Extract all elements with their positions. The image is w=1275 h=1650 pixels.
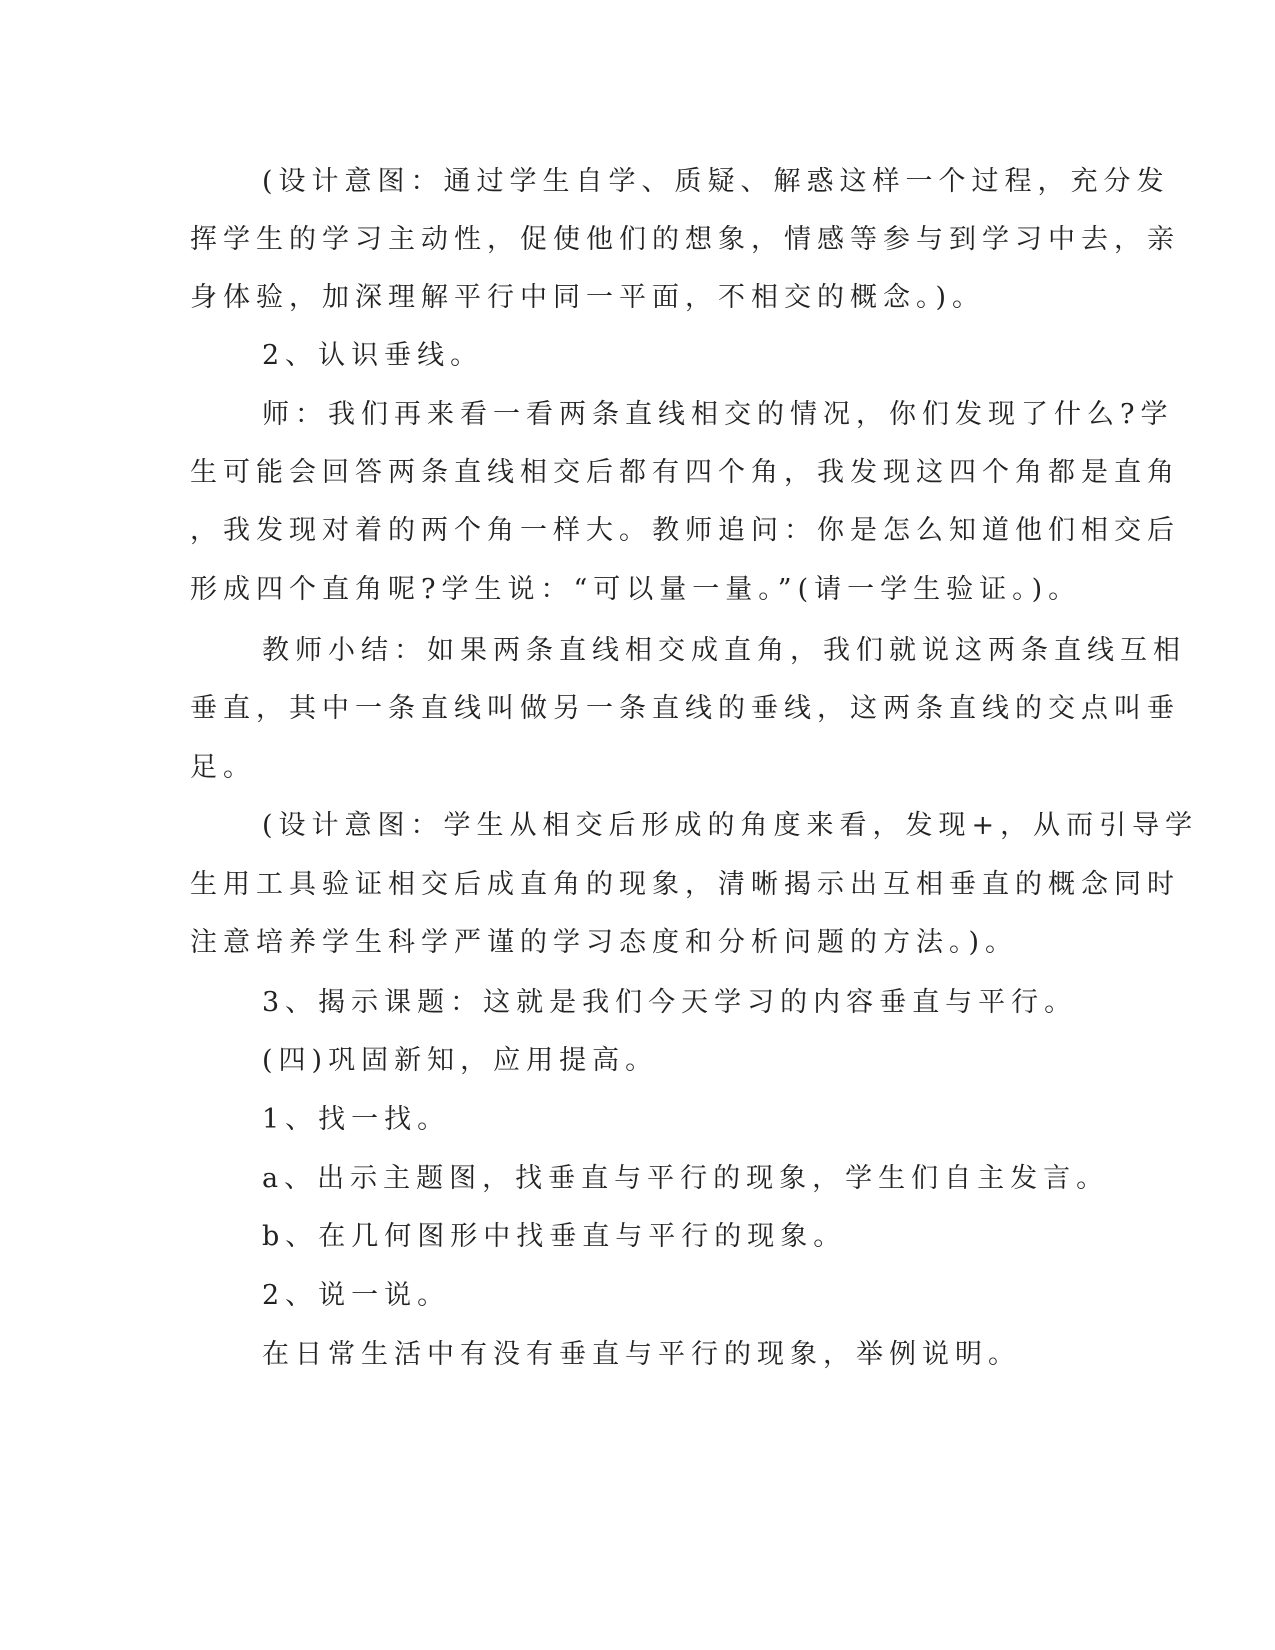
text-line: 3、揭示课题：这就是我们今天学习的内容垂直与平行。 (262, 987, 1078, 1018)
text-line: 生用工具验证相交后成直角的现象，清晰揭示出互相垂直的概念同时 (190, 869, 1180, 900)
text-line: 挥学生的学习主动性，促使他们的想象，情感等参与到学习中去，亲 (190, 224, 1180, 255)
text-line: 形成四个直角呢?学生说：“可以量一量。”(请一学生验证。)。 (190, 574, 1082, 605)
text-line: 在日常生活中有没有垂直与平行的现象，举例说明。 (262, 1339, 1021, 1370)
text-line: (四)巩固新知，应用提高。 (262, 1045, 659, 1076)
text-line: (设计意图：通过学生自学、质疑、解惑这样一个过程，充分发 (262, 166, 1170, 197)
text-line: 身体验，加深理解平行中同一平面，不相交的概念。)。 (190, 282, 986, 313)
text-line: b、在几何图形中找垂直与平行的现象。 (262, 1221, 847, 1252)
text-line: 注意培养学生科学严谨的学习态度和分析问题的方法。)。 (190, 927, 1019, 958)
text-line: 生可能会回答两条直线相交后都有四个角，我发现这四个角都是直角 (190, 457, 1180, 488)
text-line: 足。 (190, 752, 256, 783)
text-line: 教师小结：如果两条直线相交成直角，我们就说这两条直线互相 (262, 635, 1186, 666)
text-line: 师：我们再来看一看两条直线相交的情况，你们发现了什么?学 (262, 399, 1174, 430)
text-line: (设计意图：学生从相交后形成的角度来看，发现+，从而引导学 (262, 810, 1199, 841)
text-line: 1、找一找。 (262, 1104, 451, 1135)
text-line: 垂直，其中一条直线叫做另一条直线的垂线，这两条直线的交点叫垂 (190, 693, 1180, 724)
text-line: 2、说一说。 (262, 1280, 451, 1311)
text-line: a、出示主题图，找垂直与平行的现象，学生们自主发言。 (262, 1163, 1110, 1194)
text-line: ，我发现对着的两个角一样大。教师追问：你是怎么知道他们相交后 (190, 515, 1180, 546)
text-line: 2、认识垂线。 (262, 340, 484, 371)
